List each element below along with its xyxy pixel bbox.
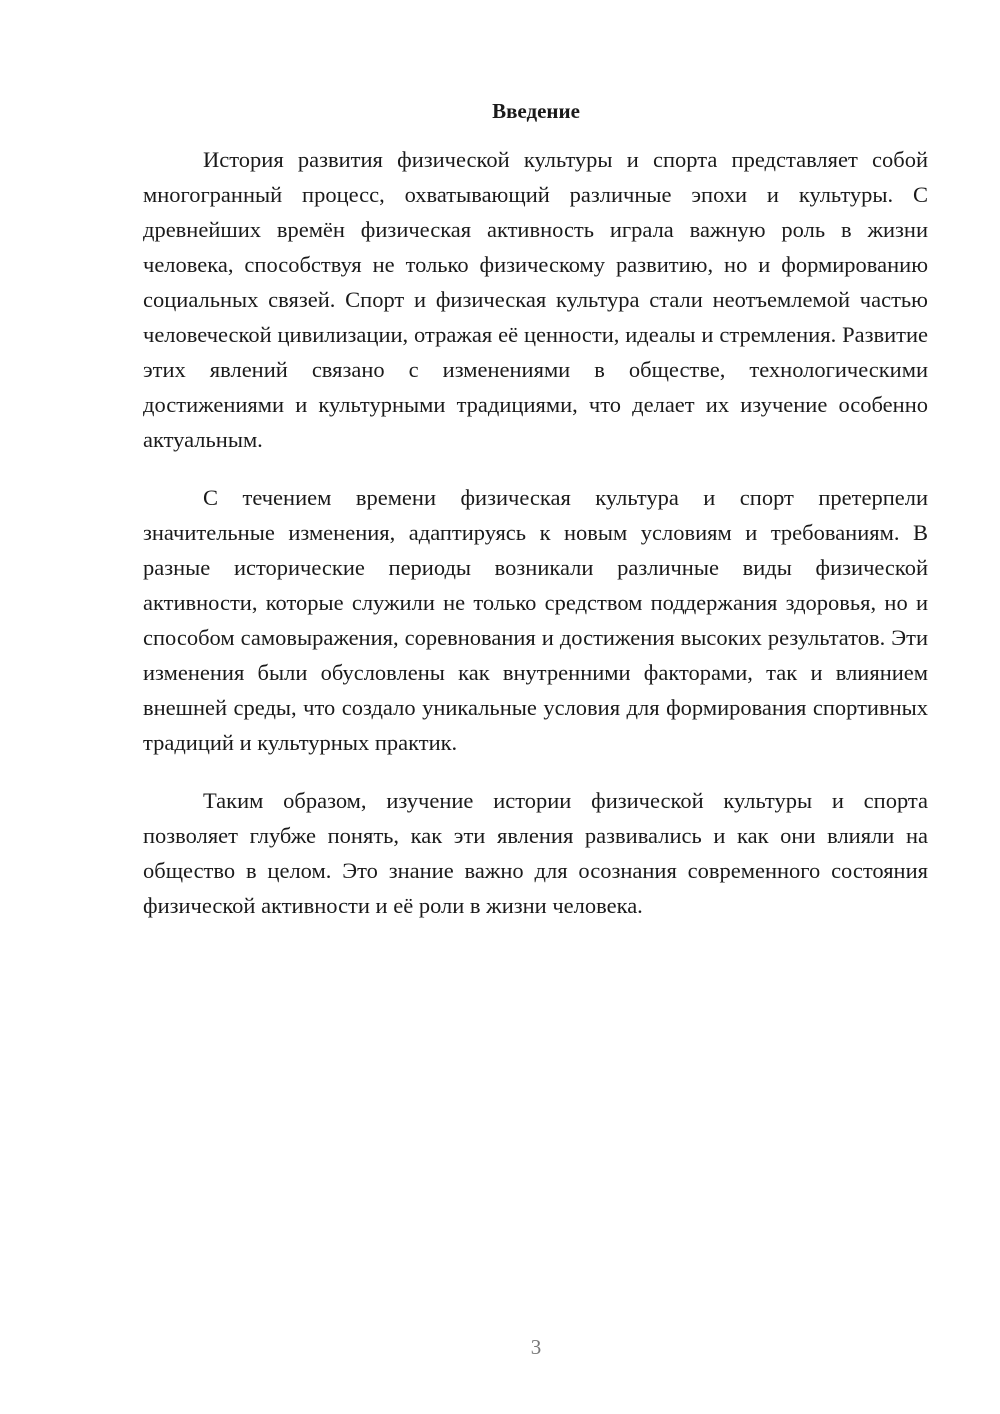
page-number: 3 [530,1335,542,1359]
paragraph-1: История развития физической культуры и спорта представляет собой многогранный процесс, охватывающий различные эпохи и культуры. С древнейших времён физическая активность играла важную роль в жизни человека, способствуя не только физическому развитию, но и формированию социальных связей. Спорт и физическая культура стали неотъемлемой частью человеческой цивилизации, отражая её ценности, идеалы и стремления. Развитие этих явлений связано с изменениями в обществе, технологическими достижениями и культурными традициями, что делает их изучение особенно актуальным. [143,147,928,452]
section-title: Введение [492,99,580,123]
paragraph-2: С течением времени физическая культура и спорт претерпели значительные изменения, адаптируясь к новым условиям и требованиям. В разные исторические периоды возникали различные виды физической активности, которые служили не только средством поддержания здоровья, но и способом самовыражения, соревнования и достижения высоких результатов. Эти изменения были обусловлены как внутренними факторами, так и влиянием внешней среды, что создало уникальные условия для формирования спортивных традиций и культурных практик. [143,485,928,755]
document-body [143,142,928,946]
paragraph-3: Таким образом, изучение истории физической культуры и спорта позволяет глубже понять, как эти явления развивались и как они влияли на общество в целом. Это знание важно для осознания современного состояния физической активности и её роли в жизни человека. [143,788,928,918]
